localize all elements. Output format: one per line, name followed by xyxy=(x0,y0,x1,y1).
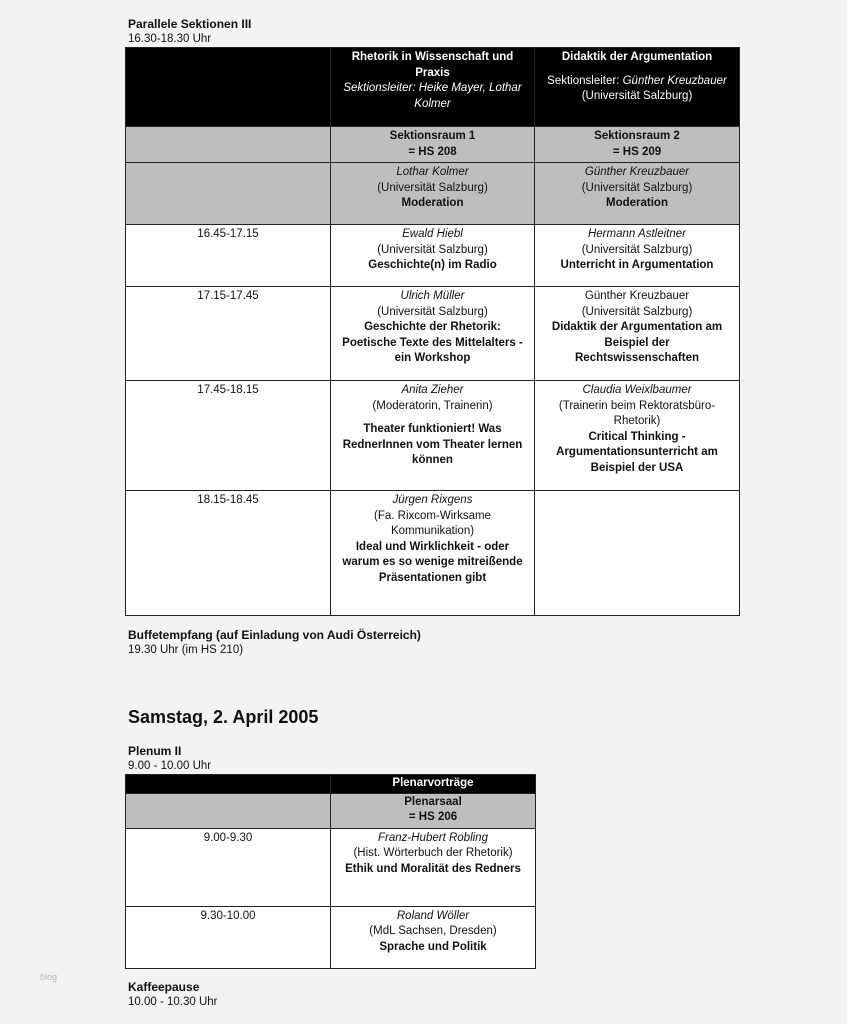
pause-title: Kaffeepause xyxy=(128,980,200,994)
moderation-row xyxy=(126,163,740,225)
speaker-affil: (Universität Salzburg) xyxy=(581,243,693,256)
speaker-affil: (Fa. Rixcom-Wirksame Kommunikation) xyxy=(374,509,491,537)
speaker-affil: (Trainerin beim Rektoratsbüro-Rhetorik) xyxy=(558,399,716,427)
speaker-affil: (Hist. Wörterbuch der Rhetorik) xyxy=(353,847,513,859)
moderation-1-cell xyxy=(331,163,535,225)
section-header-row xyxy=(126,48,740,127)
talk-title: Critical Thinking - Argumentationsunterricht am Beispiel der USA xyxy=(556,430,718,474)
plenum-room-empty xyxy=(126,793,331,828)
time-cell: 17.45-18.15 xyxy=(126,381,331,491)
table-row xyxy=(126,828,536,906)
time-cell: 9.30-10.00 xyxy=(126,906,331,968)
section-time: 16.30-18.30 Uhr xyxy=(128,33,212,45)
speaker-name: Claudia Weixlbaumer xyxy=(582,384,692,396)
room-2-cell xyxy=(535,127,740,163)
moderator-2-role: Moderation xyxy=(606,197,668,209)
room-2-hs: = HS 209 xyxy=(612,145,662,158)
schedule-table-sections xyxy=(125,47,740,616)
buffet-time: 19.30 Uhr (im HS 210) xyxy=(128,644,244,656)
room-row xyxy=(126,127,740,163)
plenum-header-empty xyxy=(126,775,331,794)
moderation-2-cell xyxy=(535,163,740,225)
talk-cell xyxy=(535,287,740,381)
plenum-header-label: Plenarvorträge xyxy=(331,775,536,794)
section-header-2 xyxy=(535,48,740,127)
header-empty-cell xyxy=(126,48,331,127)
talk-cell xyxy=(331,906,536,968)
speaker-name: Roland Wöller xyxy=(396,909,470,922)
plenum-room-hs: = HS 206 xyxy=(408,811,458,823)
table-row xyxy=(126,287,740,381)
speaker-name: Jürgen Rixgens xyxy=(392,494,473,506)
plenum-room-label: Plenarsaal xyxy=(404,795,462,808)
section-1-leader-prefix: Sektionsleiter: xyxy=(343,82,419,94)
room-1-hs: = HS 208 xyxy=(408,145,457,158)
section-2-leader-names: Günther Kreuzbauer xyxy=(622,74,727,87)
speaker-name: Günther Kreuzbauer xyxy=(584,290,690,302)
plenum-room-row xyxy=(126,793,536,828)
talk-cell xyxy=(331,381,535,491)
talk-title: Geschichte der Rhetorik: Poetische Texte des Mittelalters - ein Workshop xyxy=(342,321,523,364)
talk-title: Ethik und Moralität des Redners xyxy=(345,862,521,875)
time-cell: 16.45-17.15 xyxy=(126,225,331,287)
talk-cell-empty xyxy=(535,491,740,616)
table-row xyxy=(126,906,536,968)
speaker-affil: (Moderatorin, Trainerin) xyxy=(372,399,493,412)
talk-title: Theater funktioniert! Was RednerInnen vom Theater lernen können xyxy=(342,423,523,466)
talk-cell xyxy=(331,287,535,381)
watermark-text: blog xyxy=(40,972,58,982)
section-2-leader-prefix: Sektionsleiter: xyxy=(547,74,623,87)
plenum-time: 9.00 - 10.00 Uhr xyxy=(128,760,212,772)
talk-title: Didaktik der Argumentation am Beispiel der Rechtswissenschaften xyxy=(551,321,723,364)
talk-cell xyxy=(535,381,740,491)
buffet-title: Buffetempfang (auf Einladung von Audi Österreich) xyxy=(128,628,421,642)
talk-title: Ideal und Wirklichkeit - oder warum es so wenige mitreißende Präsentationen gibt xyxy=(342,540,523,584)
schedule-table-plenum xyxy=(125,774,536,969)
section-1-title: Rhetorik in Wissenschaft und Praxis xyxy=(351,51,514,79)
speaker-name: Anita Zieher xyxy=(401,384,464,396)
talk-cell xyxy=(535,225,740,287)
talk-cell xyxy=(331,225,535,287)
section-header-1 xyxy=(331,48,535,127)
room-1-cell xyxy=(331,127,535,163)
plenum-room-cell xyxy=(331,793,536,828)
talk-title: Geschichte(n) im Radio xyxy=(368,259,497,271)
speaker-affil: (MdL Sachsen, Dresden) xyxy=(369,925,497,937)
moderator-1-name: Lothar Kolmer xyxy=(396,166,469,178)
moderator-2-affil: (Universität Salzburg) xyxy=(581,181,693,194)
speaker-name: Franz-Hubert Robling xyxy=(378,831,488,844)
room-2-label: Sektionsraum 2 xyxy=(594,130,680,142)
day-heading: Samstag, 2. April 2005 xyxy=(128,707,319,727)
speaker-name: Ulrich Müller xyxy=(400,290,465,302)
table-row xyxy=(126,381,740,491)
talk-cell xyxy=(331,828,536,906)
speaker-name: Ewald Hiebl xyxy=(402,228,463,240)
talk-cell xyxy=(331,491,535,616)
room-empty-cell xyxy=(126,127,331,163)
time-cell: 9.00-9.30 xyxy=(126,828,331,906)
speaker-affil: (Universität Salzburg) xyxy=(581,305,693,318)
speaker-name: Hermann Astleitner xyxy=(587,228,686,240)
room-1-label: Sektionsraum 1 xyxy=(389,130,476,142)
section-1-leader-names: Heike Mayer, Lothar Kolmer xyxy=(414,82,522,110)
speaker-affil: (Universität Salzburg) xyxy=(377,305,488,318)
plenum-header-row xyxy=(126,775,536,794)
talk-title: Sprache und Politik xyxy=(379,940,487,953)
table-row xyxy=(126,225,740,287)
talk-title: Unterricht in Argumentation xyxy=(560,259,714,271)
moderator-1-affil: (Universität Salzburg) xyxy=(377,181,488,194)
time-cell: 18.15-18.45 xyxy=(126,491,331,616)
moderation-empty-cell xyxy=(126,163,331,225)
section-2-title: Didaktik der Argumentation xyxy=(561,51,713,63)
moderator-1-role: Moderation xyxy=(401,197,464,209)
speaker-affil: (Universität Salzburg) xyxy=(377,243,488,256)
moderator-2-name: Günther Kreuzbauer xyxy=(584,166,690,178)
section-2-leader-affil: (Universität Salzburg) xyxy=(581,90,693,102)
time-cell: 17.15-17.45 xyxy=(126,287,331,381)
section-title: Parallele Sektionen III xyxy=(128,17,252,31)
pause-time: 10.00 - 10.30 Uhr xyxy=(128,996,218,1008)
table-row xyxy=(126,491,740,616)
plenum-title: Plenum II xyxy=(128,744,182,758)
